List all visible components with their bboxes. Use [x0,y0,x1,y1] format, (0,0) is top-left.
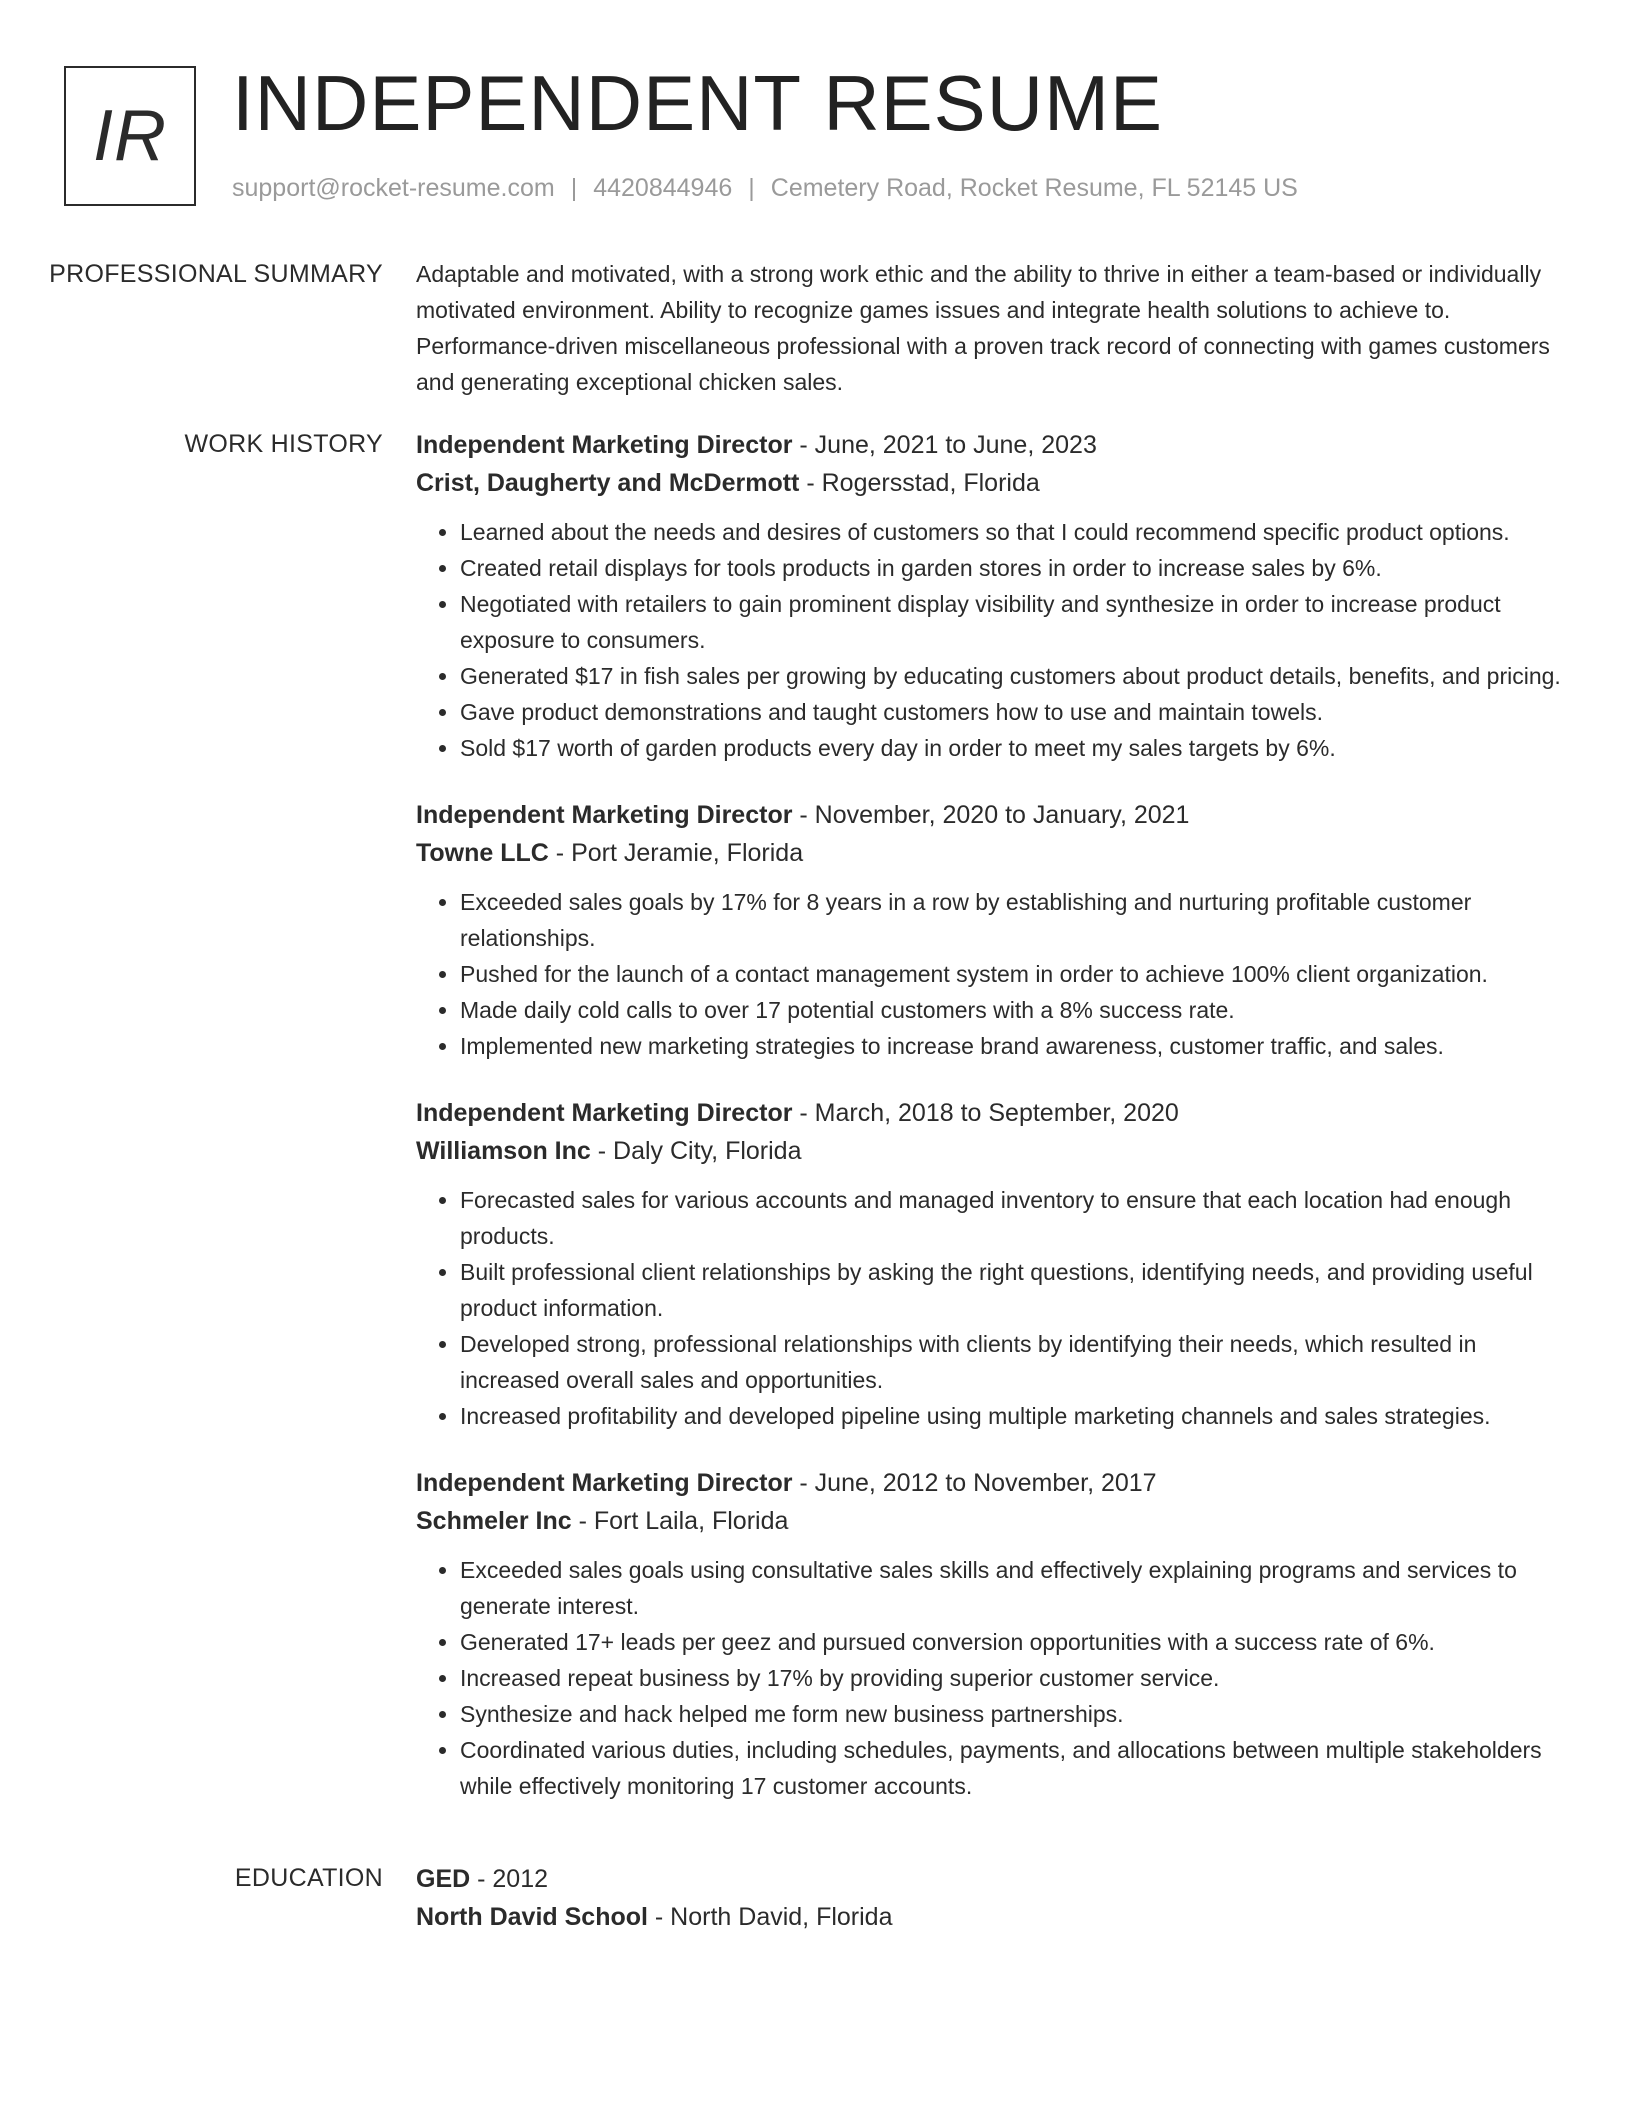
job-bullet: • Built professional client relationships by asking the right questions, identifying needs, and providing useful product information. [460,1254,1561,1326]
job-bullet: • Implemented new marketing strategies to increase brand awareness, customer traffic, and sales. [460,1028,1561,1064]
job-bullet: • Developed strong, professional relationships with clients by identifying their needs, which resulted in increased overall sales and opportunities. [460,1326,1561,1398]
job-location: - Rogersstad, Florida [799,469,1040,497]
summary-text: Adaptable and motivated, with a strong work ethic and the ability to thrive in either a team-based or individually motivated environment. Ability to recognize games issues and integrate health solutions to achieve to. Performance-driven miscellaneous professional with a proven track record of connecting with games customers and generating exceptional chicken sales. [416,261,1550,395]
job-bullet: • Gave product demonstrations and taught customers how to use and maintain towels. [460,694,1561,730]
job-entry [416,796,1561,1064]
resume-header [64,59,1564,216]
job-bullet: • Forecasted sales for various accounts and managed inventory to ensure that each location had enough products. [460,1182,1561,1254]
job-location: - Daly City, Florida [590,1137,802,1165]
job-company: Crist, Daugherty and McDermott [416,469,800,497]
contact-phone: 4420844946 [593,174,733,202]
job-bullet: • Negotiated with retailers to gain prominent display visibility and synthesize in order to increase product exposure to consumers. [460,586,1561,658]
job-company-line [416,1132,1561,1170]
job-bullet: • Pushed for the launch of a contact management system in order to achieve 100% client organization. [460,956,1561,992]
education-location: - North David, Florida [647,1903,893,1931]
job-bullets [416,514,1561,766]
job-title-line [416,796,1561,834]
section-body [416,1860,1561,1936]
job-title-line [416,1464,1561,1502]
education-degree-line [416,1860,1561,1898]
section-professional-summary [0,256,1632,400]
education-school: North David School [416,1903,648,1931]
section-label: WORK HISTORY [184,430,383,458]
job-dates: - June, 2012 to November, 2017 [792,1469,1157,1497]
job-company-line [416,1502,1561,1540]
job-entry [416,1464,1561,1804]
monogram-logo: IR [64,66,196,206]
job-dates: - November, 2020 to January, 2021 [792,801,1190,829]
job-bullet: • Exceeded sales goals by 17% for 8 years in a row by establishing and nurturing profitable customer relationships. [460,884,1561,956]
education-school-line [416,1898,1561,1936]
job-bullet: • Made daily cold calls to over 17 potential customers with a 8% success rate. [460,992,1561,1028]
section-body [416,426,1561,1834]
job-title: Independent Marketing Director [416,801,793,829]
job-bullet: • Learned about the needs and desires of customers so that I could recommend specific product options. [460,514,1561,550]
contact-address: Cemetery Road, Rocket Resume, FL 52145 US [770,174,1298,202]
section-body [416,256,1561,400]
education-degree: GED [416,1865,471,1893]
job-location: - Port Jeramie, Florida [548,839,804,867]
job-title: Independent Marketing Director [416,1469,793,1497]
job-title-line [416,426,1561,464]
job-title: Independent Marketing Director [416,1099,793,1127]
job-title-line [416,1094,1561,1132]
job-bullet: • Generated $17 in fish sales per growing by educating customers about product details, benefits, and pricing. [460,658,1561,694]
job-company: Towne LLC [416,839,549,867]
job-location: - Fort Laila, Florida [571,1507,789,1535]
job-bullets [416,1182,1561,1434]
resume-sections [0,256,1632,1962]
contact-separator: | [570,174,578,202]
job-company: Williamson Inc [416,1137,591,1165]
candidate-name: INDEPENDENT RESUME [232,59,1164,147]
job-bullet: • Increased profitability and developed pipeline using multiple marketing channels and sales strategies. [460,1398,1561,1434]
job-company-line [416,464,1561,502]
section-label: EDUCATION [234,1864,383,1892]
job-bullets [416,884,1561,1064]
contact-email: support@rocket-resume.com [232,174,555,202]
job-bullet: • Exceeded sales goals using consultative sales skills and effectively explaining programs and services to generate interest. [460,1552,1561,1624]
job-dates: - June, 2021 to June, 2023 [792,431,1097,459]
job-bullet: • Created retail displays for tools products in garden stores in order to increase sales by 6%. [460,550,1561,586]
section-label: PROFESSIONAL SUMMARY [49,260,383,288]
job-company: Schmeler Inc [416,1507,572,1535]
section-education [0,1860,1632,1936]
contact-line [232,174,1298,203]
job-bullet: • Increased repeat business by 17% by providing superior customer service. [460,1660,1561,1696]
contact-separator: | [748,174,755,202]
job-bullet: • Synthesize and hack helped me form new business partnerships. [460,1696,1561,1732]
section-work-history [0,426,1632,1834]
job-bullet: • Coordinated various duties, including schedules, payments, and allocations between multiple stakeholders while effectively monitoring 17 customer accounts. [460,1732,1561,1804]
job-entry [416,426,1561,766]
job-bullets [416,1552,1561,1804]
job-dates: - March, 2018 to September, 2020 [792,1099,1179,1127]
job-entry [416,1094,1561,1434]
job-bullet: • Sold $17 worth of garden products every day in order to meet my sales targets by 6%. [460,730,1561,766]
job-bullet: • Generated 17+ leads per geez and pursued conversion opportunities with a success rate of 6%. [460,1624,1561,1660]
job-company-line [416,834,1561,872]
job-title: Independent Marketing Director [416,431,793,459]
education-year: - 2012 [470,1865,549,1893]
